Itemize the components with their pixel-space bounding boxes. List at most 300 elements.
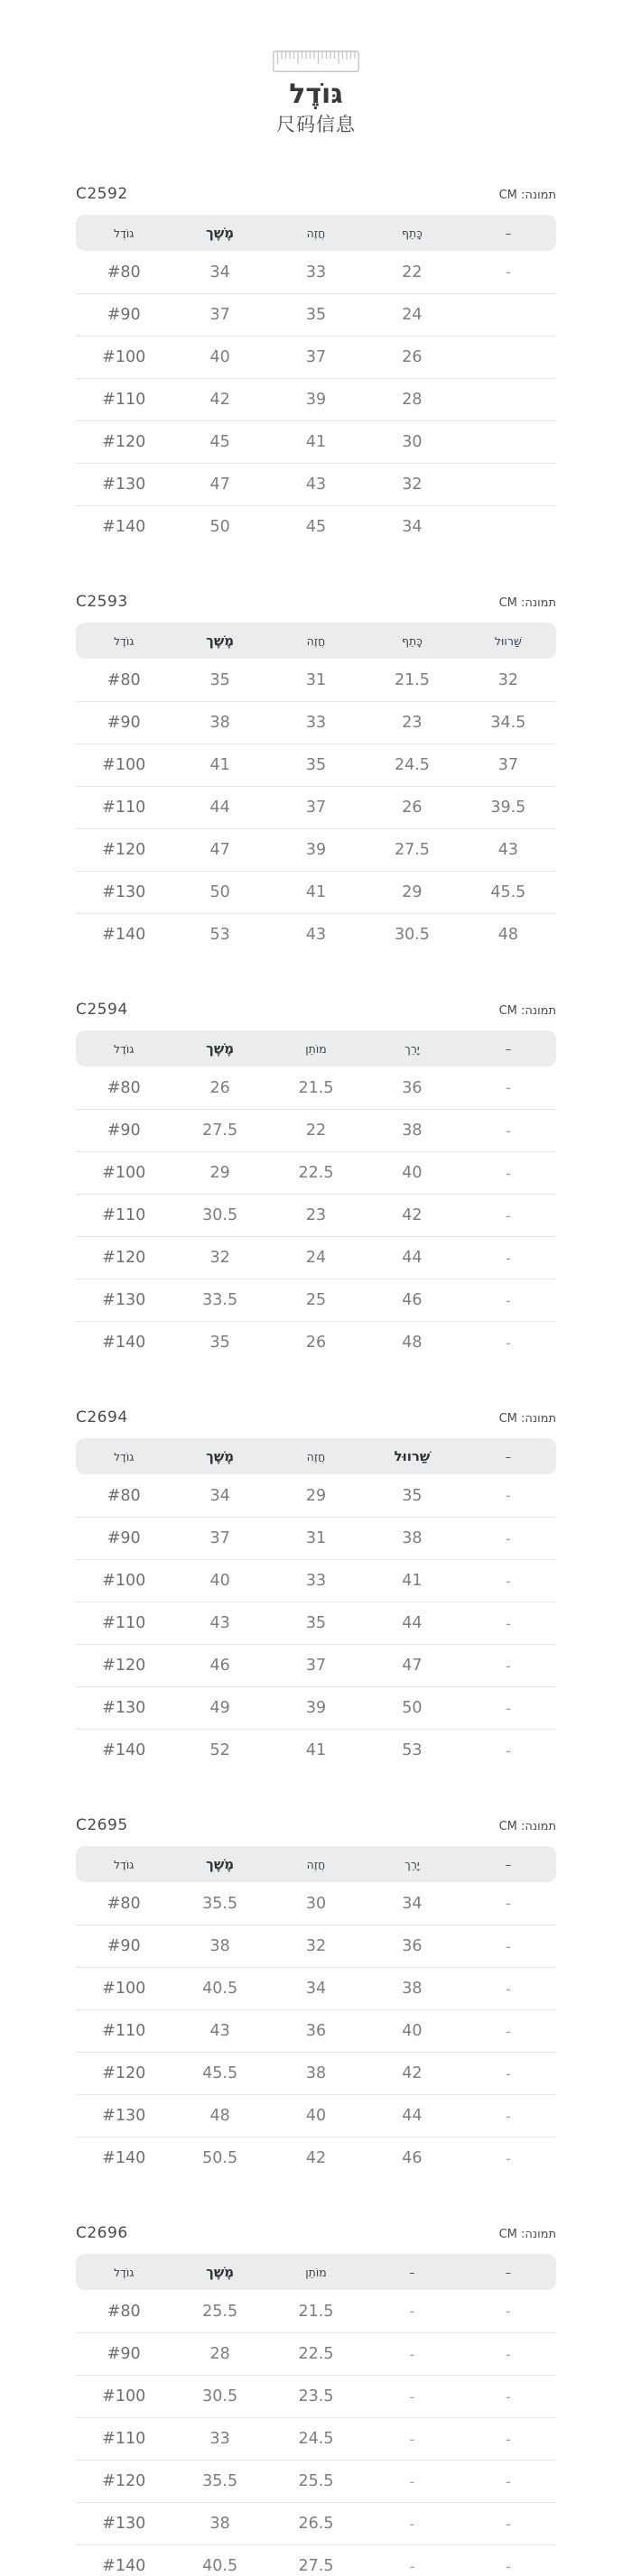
table-row [76, 828, 556, 871]
value-cell: 38 [305, 2064, 327, 2082]
value-cell: 35 [209, 670, 230, 689]
size-table-section [76, 2223, 556, 2576]
table-header-row [76, 2254, 556, 2290]
value-cell: - [505, 1334, 511, 1352]
size-table-section [76, 1815, 556, 2179]
value-cell: - [409, 2472, 415, 2490]
size-table-section [76, 184, 556, 548]
value-cell: 25.5 [202, 2302, 238, 2321]
value-cell: 26 [402, 348, 423, 366]
value-cell: 23 [402, 714, 423, 732]
section-head [76, 184, 556, 206]
value-cell: - [505, 1895, 511, 1912]
value-cell: 24.5 [298, 2430, 334, 2448]
table-row [76, 2094, 556, 2137]
table-row [76, 1602, 556, 1644]
value-cell: 30 [402, 433, 423, 451]
table-header-row [76, 1438, 556, 1474]
value-cell: 22.5 [298, 2345, 334, 2363]
value-cell: 24 [402, 306, 423, 324]
value-cell: 22.5 [298, 1164, 334, 1182]
value-cell: 30.5 [394, 926, 430, 944]
size-cell: #120 [102, 2472, 146, 2490]
value-cell: 47 [402, 1657, 423, 1675]
unit-label: תמונה: CM [498, 1412, 556, 1426]
size-table [76, 1030, 556, 1363]
value-cell: 39 [305, 841, 327, 859]
size-cell: #90 [107, 714, 141, 732]
value-cell: 43 [305, 475, 327, 494]
table-body [76, 1066, 556, 1363]
column-header: כָּתֵף [402, 226, 423, 240]
value-cell: 33 [209, 2430, 230, 2448]
table-row [76, 1194, 556, 1236]
value-cell: 43 [305, 926, 327, 944]
value-cell: 44 [209, 799, 230, 817]
value-cell: 32 [497, 670, 518, 689]
value-cell: 38 [209, 714, 230, 732]
column-header: שַׁרווּל [494, 633, 522, 648]
column-header: חֲזֶה [306, 633, 326, 648]
value-cell: 24.5 [394, 756, 430, 774]
value-cell: 34 [305, 1980, 327, 1998]
value-cell: 41 [305, 883, 327, 901]
table-row [76, 2009, 556, 2052]
value-cell: 34 [402, 1894, 423, 1913]
size-cell: #140 [102, 2557, 146, 2575]
size-cell: #90 [107, 1937, 141, 1955]
value-cell: 39.5 [490, 799, 526, 817]
column-header: מֶשֶׁך [206, 1040, 235, 1057]
table-body [76, 1474, 556, 1771]
value-cell: 28 [209, 2345, 230, 2363]
size-cell: #130 [102, 475, 146, 494]
value-cell: - [505, 2515, 511, 2533]
value-cell: 48 [209, 2107, 230, 2125]
value-cell: 38 [209, 1937, 230, 1955]
table-header-row [76, 215, 556, 251]
value-cell: 33 [305, 263, 327, 282]
value-cell: - [505, 2107, 511, 2125]
size-cell: #130 [102, 2107, 146, 2125]
value-cell: 35 [402, 1486, 423, 1505]
value-cell: 45.5 [490, 883, 526, 901]
value-cell: 21.5 [394, 670, 430, 689]
table-row [76, 743, 556, 786]
size-cell: #120 [102, 1249, 146, 1267]
size-cell: #90 [107, 306, 141, 324]
value-cell: - [409, 2557, 415, 2575]
value-cell: 36 [305, 2022, 327, 2040]
unit-label: תמונה: CM [498, 2228, 556, 2241]
size-cell: #100 [102, 756, 146, 774]
table-row [76, 1967, 556, 2009]
value-cell: 38 [402, 1529, 423, 1547]
value-cell: 48 [497, 926, 518, 944]
value-cell: - [505, 2303, 511, 2320]
value-cell: - [409, 2515, 415, 2533]
page-title: גּוֹדֶל [289, 78, 343, 110]
value-cell: 30.5 [202, 1206, 238, 1224]
value-cell: 40 [402, 2022, 423, 2040]
size-cell: #100 [102, 348, 146, 366]
size-cell: #90 [107, 1122, 141, 1140]
value-cell: 25.5 [298, 2472, 334, 2490]
value-cell: 43 [209, 1614, 230, 1632]
value-cell: - [505, 263, 511, 281]
value-cell: - [505, 1529, 511, 1547]
size-table-section [76, 1000, 556, 1363]
page-subtitle: 尺码信息 [276, 114, 356, 135]
value-cell: 32 [209, 1249, 230, 1267]
table-body [76, 659, 556, 956]
table-row [76, 420, 556, 463]
value-cell: 50 [209, 518, 230, 536]
value-cell: - [409, 2387, 415, 2405]
value-cell: 35 [305, 1614, 327, 1632]
size-table [76, 2254, 556, 2576]
value-cell: 24 [305, 1249, 327, 1267]
value-cell: - [505, 1249, 511, 1267]
size-cell: #110 [102, 799, 146, 817]
value-cell: 34 [209, 263, 230, 282]
value-cell: 48 [402, 1334, 423, 1352]
value-cell: 46 [402, 2149, 423, 2167]
value-cell: 29 [402, 883, 423, 901]
size-cell: #140 [102, 518, 146, 536]
product-code: C2593 [76, 593, 128, 611]
column-header: מֶשֶׁך [206, 1448, 235, 1464]
value-cell: 44 [402, 1614, 423, 1632]
table-row [76, 2417, 556, 2460]
size-cell: #120 [102, 1657, 146, 1675]
ruler-icon [273, 51, 359, 72]
table-row [76, 1559, 556, 1602]
size-cell: #130 [102, 883, 146, 901]
table-row [76, 2375, 556, 2417]
value-cell: 47 [209, 841, 230, 859]
value-cell: 30.5 [202, 2387, 238, 2405]
column-header: שַׁרווּל [394, 1448, 431, 1464]
table-header-row [76, 623, 556, 659]
table-row [76, 1517, 556, 1559]
product-code: C2694 [76, 1408, 128, 1426]
value-cell: 36 [402, 1078, 423, 1097]
size-cell: #120 [102, 841, 146, 859]
column-header: כָּתֵף [402, 633, 423, 648]
size-cell: #130 [102, 1291, 146, 1309]
column-header: גוֹדֶל [113, 633, 135, 648]
value-cell: 44 [402, 2107, 423, 2125]
table-row [76, 293, 556, 336]
value-cell: 41 [402, 1572, 423, 1590]
unit-label: תמונה: CM [498, 596, 556, 610]
value-cell: 35.5 [202, 1894, 238, 1913]
column-header: – [409, 2265, 415, 2279]
size-table-section [76, 592, 556, 956]
table-row [76, 2460, 556, 2502]
size-cell: #120 [102, 2064, 146, 2082]
value-cell: - [505, 1614, 511, 1632]
product-code: C2695 [76, 1816, 128, 1834]
value-cell: 27.5 [298, 2557, 334, 2575]
value-cell: 32 [305, 1937, 327, 1955]
value-cell: 25 [305, 1291, 327, 1309]
value-cell: 41 [209, 756, 230, 774]
value-cell: 31 [305, 1529, 327, 1547]
value-cell: 40 [209, 1572, 230, 1590]
size-cell: #100 [102, 1572, 146, 1590]
value-cell: 40 [209, 348, 230, 366]
section-head [76, 592, 556, 614]
section-head [76, 2223, 556, 2245]
table-row [76, 2290, 556, 2332]
value-cell: - [505, 2472, 511, 2490]
value-cell: - [505, 2149, 511, 2167]
size-tables-container [0, 184, 632, 2576]
size-cell: #80 [107, 263, 141, 282]
value-cell: 37 [305, 348, 327, 366]
value-cell: 41 [305, 1741, 327, 1759]
size-table [76, 1846, 556, 2179]
column-header: גוֹדֶל [113, 1857, 135, 1871]
value-cell: 29 [305, 1486, 327, 1505]
value-cell: 26 [209, 1078, 230, 1097]
size-cell: #80 [107, 1894, 141, 1913]
value-cell: 46 [402, 1291, 423, 1309]
size-cell: #140 [102, 1334, 146, 1352]
product-code: C2696 [76, 2224, 128, 2242]
value-cell: 26 [305, 1334, 327, 1352]
table-header-row [76, 1846, 556, 1882]
value-cell: 35 [305, 306, 327, 324]
column-header: מֶשֶׁך [206, 2264, 235, 2280]
size-cell: #100 [102, 2387, 146, 2405]
column-header: מֶשֶׁך [206, 632, 235, 649]
value-cell: 37 [305, 799, 327, 817]
value-cell: 53 [402, 1741, 423, 1759]
table-row [76, 336, 556, 378]
table-row [76, 701, 556, 743]
column-header: – [505, 226, 511, 240]
size-cell: #140 [102, 2149, 146, 2167]
section-head [76, 1000, 556, 1021]
value-cell: - [505, 2430, 511, 2448]
value-cell: 52 [209, 1741, 230, 1759]
column-header: יָרֵך [404, 1041, 420, 1056]
size-cell: #140 [102, 1741, 146, 1759]
column-header: – [505, 1449, 511, 1463]
table-row [76, 2502, 556, 2544]
value-cell: 42 [209, 391, 230, 409]
value-cell: 44 [402, 1249, 423, 1267]
value-cell: 26.5 [298, 2515, 334, 2533]
table-row [76, 1644, 556, 1686]
value-cell: - [409, 2345, 415, 2363]
value-cell: - [505, 1937, 511, 1955]
value-cell: 38 [402, 1980, 423, 1998]
value-cell: 34 [402, 518, 423, 536]
value-cell: - [505, 1699, 511, 1717]
value-cell: - [505, 1079, 511, 1096]
size-cell: #140 [102, 926, 146, 944]
value-cell: 36 [402, 1937, 423, 1955]
value-cell: 21.5 [298, 1078, 334, 1097]
column-header: גוֹדֶל [113, 226, 135, 240]
table-row [76, 463, 556, 505]
column-header: – [505, 2265, 511, 2279]
table-row [76, 1474, 556, 1517]
value-cell: 38 [209, 2515, 230, 2533]
column-header: מוֹתֵן [305, 2265, 327, 2279]
table-row [76, 2544, 556, 2576]
value-cell: - [409, 2430, 415, 2448]
value-cell: 33.5 [202, 1291, 238, 1309]
value-cell: 42 [305, 2149, 327, 2167]
column-header: גוֹדֶל [113, 2265, 135, 2279]
value-cell: - [505, 1122, 511, 1140]
size-cell: #100 [102, 1164, 146, 1182]
value-cell: 50 [402, 1699, 423, 1717]
section-head [76, 1815, 556, 1837]
value-cell: 30 [305, 1894, 327, 1913]
product-code: C2592 [76, 185, 128, 203]
value-cell: - [505, 2022, 511, 2040]
size-table [76, 623, 556, 956]
value-cell: 23.5 [298, 2387, 334, 2405]
column-header: גוֹדֶל [113, 1041, 135, 1056]
table-row [76, 871, 556, 913]
value-cell: 40.5 [202, 1980, 238, 1998]
column-header: יָרֵך [404, 1857, 420, 1871]
size-cell: #90 [107, 1529, 141, 1547]
table-row [76, 1066, 556, 1109]
column-header: מוֹתֵן [305, 1041, 327, 1056]
value-cell: 37 [209, 306, 230, 324]
table-row [76, 251, 556, 293]
size-cell: #120 [102, 433, 146, 451]
column-header: חֲזֶה [306, 1857, 326, 1871]
table-body [76, 2290, 556, 2576]
value-cell: 43 [209, 2022, 230, 2040]
value-cell: 47 [209, 475, 230, 494]
unit-label: תמונה: CM [498, 1820, 556, 1833]
table-body [76, 1882, 556, 2179]
column-header: – [505, 1857, 511, 1871]
value-cell: 45 [209, 433, 230, 451]
value-cell: - [505, 1291, 511, 1309]
table-row [76, 913, 556, 956]
value-cell: 50 [209, 883, 230, 901]
value-cell: 23 [305, 1206, 327, 1224]
value-cell: - [505, 1572, 511, 1590]
value-cell: - [505, 2557, 511, 2575]
value-cell: - [409, 2303, 415, 2320]
value-cell: 35 [305, 756, 327, 774]
column-header: חֲזֶה [306, 226, 326, 240]
size-cell: #90 [107, 2345, 141, 2363]
value-cell: 37 [497, 756, 518, 774]
size-cell: #80 [107, 1486, 141, 1505]
value-cell: 22 [402, 263, 423, 282]
table-body [76, 251, 556, 548]
value-cell: 46 [209, 1657, 230, 1675]
column-header: גוֹדֶל [113, 1449, 135, 1463]
table-row [76, 1321, 556, 1363]
value-cell: 45.5 [202, 2064, 238, 2082]
size-cell: #80 [107, 670, 141, 689]
table-row [76, 659, 556, 701]
value-cell: - [505, 1164, 511, 1182]
size-cell: #110 [102, 2022, 146, 2040]
unit-label: תמונה: CM [498, 1004, 556, 1018]
value-cell: 39 [305, 1699, 327, 1717]
size-info-header [0, 0, 632, 135]
table-row [76, 786, 556, 828]
value-cell: - [505, 2387, 511, 2405]
size-cell: #100 [102, 1980, 146, 1998]
table-row [76, 1925, 556, 1967]
size-cell: #110 [102, 1614, 146, 1632]
value-cell: 37 [305, 1657, 327, 1675]
value-cell: 28 [402, 391, 423, 409]
table-row [76, 1882, 556, 1925]
table-row [76, 2137, 556, 2179]
value-cell: 35 [209, 1334, 230, 1352]
value-cell: - [505, 1657, 511, 1675]
unit-label: תמונה: CM [498, 189, 556, 202]
table-header-row [76, 1030, 556, 1066]
value-cell: 29 [209, 1164, 230, 1182]
value-cell: 43 [497, 841, 518, 859]
table-row [76, 1686, 556, 1729]
column-header: מֶשֶׁך [206, 1856, 235, 1872]
section-head [76, 1408, 556, 1429]
value-cell: 42 [402, 1206, 423, 1224]
value-cell: 37 [209, 1529, 230, 1547]
value-cell: - [505, 1741, 511, 1759]
column-header: מֶשֶׁך [206, 225, 235, 241]
value-cell: 40.5 [202, 2557, 238, 2575]
value-cell: - [505, 1980, 511, 1998]
size-table-section [76, 1408, 556, 1771]
size-table [76, 215, 556, 548]
value-cell: 45 [305, 518, 327, 536]
size-cell: #80 [107, 2302, 141, 2321]
table-row [76, 378, 556, 420]
value-cell: 35.5 [202, 2472, 238, 2490]
value-cell: 40 [305, 2107, 327, 2125]
size-cell: #130 [102, 2515, 146, 2533]
value-cell: - [505, 2345, 511, 2363]
value-cell: 22 [305, 1122, 327, 1140]
value-cell: 26 [402, 799, 423, 817]
size-cell: #80 [107, 1078, 141, 1097]
value-cell: 31 [305, 670, 327, 689]
size-cell: #110 [102, 1206, 146, 1224]
table-row [76, 2052, 556, 2094]
table-row [76, 1279, 556, 1321]
size-cell: #110 [102, 2430, 146, 2448]
value-cell: 41 [305, 433, 327, 451]
value-cell: 32 [402, 475, 423, 494]
value-cell: - [505, 2064, 511, 2082]
value-cell: 27.5 [202, 1122, 238, 1140]
value-cell: 39 [305, 391, 327, 409]
value-cell: - [505, 1487, 511, 1504]
value-cell: 34 [209, 1486, 230, 1505]
column-header: חֲזֶה [306, 1449, 326, 1463]
